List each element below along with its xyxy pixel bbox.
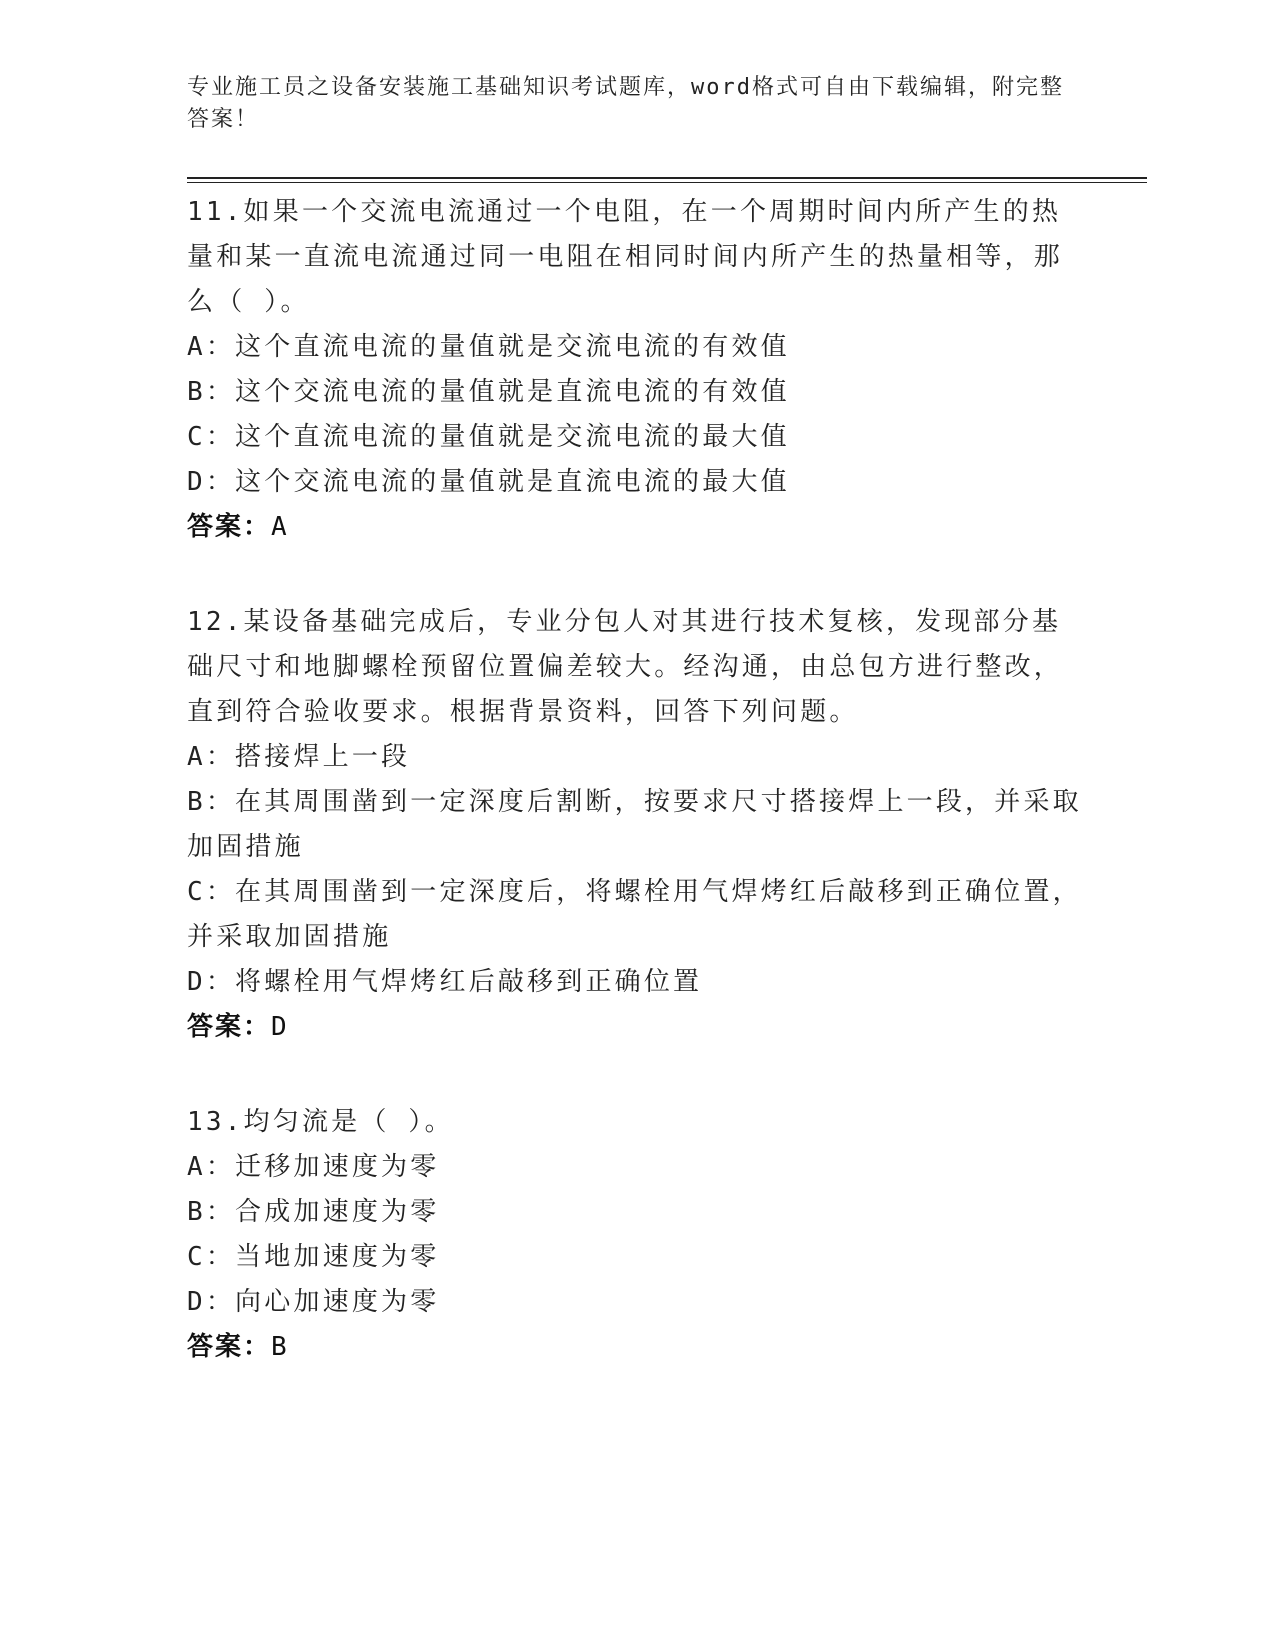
header-divider-thin (187, 182, 1147, 183)
option-d: D：将螺栓用气焊烤红后敲移到正确位置 (187, 967, 703, 997)
document-header: 专业施工员之设备安装施工基础知识考试题库，word格式可自由下载编辑，附完整答案！ (187, 75, 1064, 132)
question-11 (187, 190, 1087, 550)
option-a: A：迁移加速度为零 (187, 1152, 440, 1182)
answer-line (187, 505, 1087, 550)
question-13 (187, 1100, 1087, 1370)
option-c: C：在其周围凿到一定深度后，将螺栓用气焊烤红后敲移到正确位置，并采取加固措施 (187, 877, 1082, 952)
option-d: D：这个交流电流的量值就是直流电流的最大值 (187, 467, 790, 497)
option-b: B：合成加速度为零 (187, 1197, 440, 1227)
answer-label: 答案： (187, 1332, 272, 1362)
question-stem: 11.如果一个交流电流通过一个电阻，在一个周期时间内所产生的热量和某一直流电流通过同一电阻在相同时间内所产生的热量相等，那么（ ）。 (187, 197, 1064, 317)
header-divider-thick (187, 177, 1147, 179)
option-c: C：这个直流电流的量值就是交流电流的最大值 (187, 422, 790, 452)
answer-label: 答案： (187, 1012, 272, 1042)
option-a: A：搭接焊上一段 (187, 742, 411, 772)
question-stem: 13.均匀流是（ ）。 (187, 1107, 454, 1137)
answer-line (187, 1325, 1087, 1370)
option-c: C：当地加速度为零 (187, 1242, 440, 1272)
option-d: D：向心加速度为零 (187, 1287, 440, 1317)
option-b: B：在其周围凿到一定深度后割断，按要求尺寸搭接焊上一段，并采取加固措施 (187, 787, 1082, 862)
answer-label: 答案： (187, 512, 272, 542)
question-list (187, 190, 1087, 1420)
answer-value: A (271, 512, 289, 542)
question-12 (187, 600, 1087, 1050)
answer-line (187, 1005, 1087, 1050)
option-a: A：这个直流电流的量值就是交流电流的有效值 (187, 332, 790, 362)
answer-value: B (271, 1332, 289, 1362)
question-stem: 12.某设备基础完成后，专业分包人对其进行技术复核，发现部分基础尺寸和地脚螺栓预留位置偏差较大。经沟通，由总包方进行整改，直到符合验收要求。根据背景资料，回答下列问题。 (187, 607, 1064, 727)
option-b: B：这个交流电流的量值就是直流电流的有效值 (187, 377, 790, 407)
answer-value: D (271, 1012, 289, 1042)
